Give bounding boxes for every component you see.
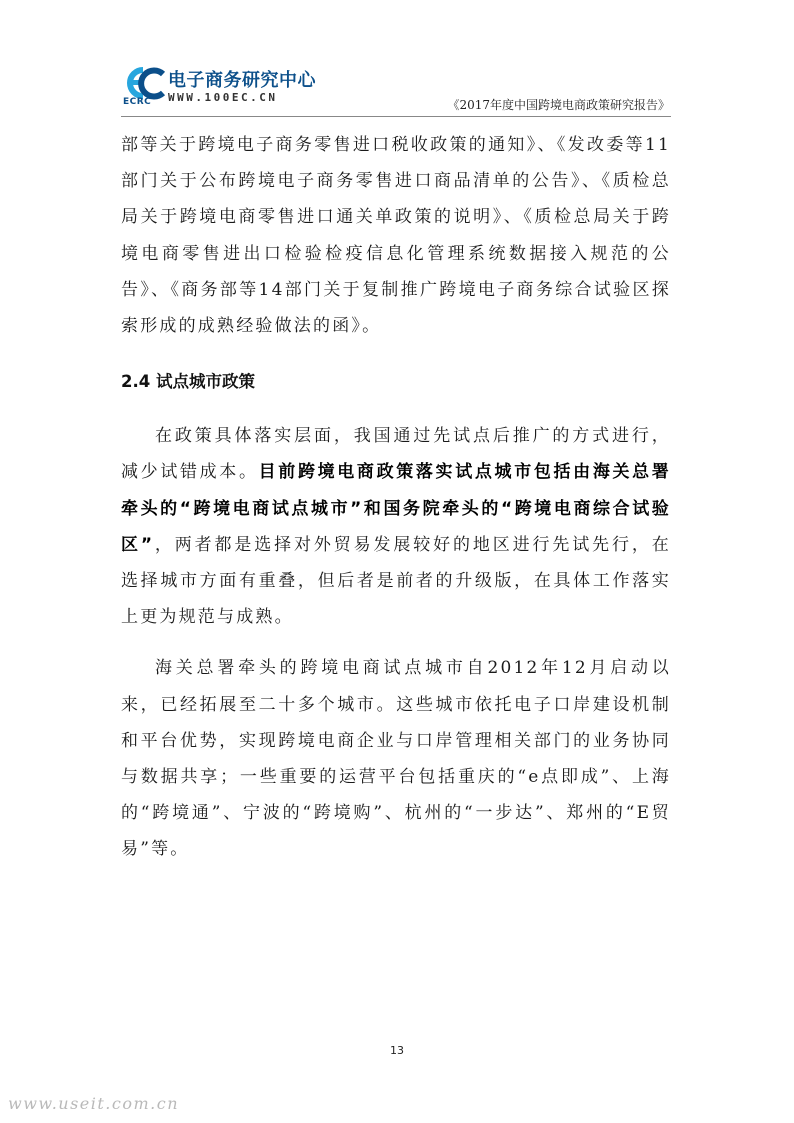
ecrc-logo xyxy=(121,66,321,110)
paragraph-text: ，两者都是选择对外贸易发展较好的地区进行先试先行，在选择城市方面有重叠，但后者是前者的升级版，在具体工作落实上更为规范与成熟。 xyxy=(121,534,671,628)
paragraph-pilot-cities: 海关总署牵头的跨境电商试点城市自2012年12月启动以来，已经拓展至二十多个城市。这些城市依托电子口岸建设机制和平台优势，实现跨境电商企业与口岸管理相关部门的业务协同与数据共享；一些重要的运营平台包括重庆的“e点即成”、上海的“跨境通”、宁波的“跨境购”、杭州的“一步达”、郑州的“E贸易”等。 xyxy=(121,658,671,860)
page-number: 13 xyxy=(390,1044,404,1057)
document-body xyxy=(121,127,671,868)
report-title: 《2017年度中国跨境电商政策研究报告》 xyxy=(447,98,670,112)
watermark: www.useit.com.cn xyxy=(8,1094,180,1113)
logo-url: WWW.100EC.CN xyxy=(168,91,278,104)
logo-abbr: ECRC xyxy=(123,97,152,107)
ecrc-logo-icon xyxy=(121,66,165,100)
paragraph-text: 在政策具体落实层面，我国通过先试点后推广的方式进行，减少试错成本。 xyxy=(121,426,671,483)
emphasized-text: 目前跨境电商政策落实试点城市包括由海关总署牵头的“跨境电商试点城市”和国务院牵头的“跨境电商综合试验区” xyxy=(121,462,672,555)
paragraph-pilot-overview xyxy=(121,418,671,635)
logo-title: 电子商务研究中心 xyxy=(168,70,316,91)
paragraph-policy-list: 部等关于跨境电子商务零售进口税收政策的通知》、《发改委等11部门关于公布跨境电子商务零售进口商品清单的公告》、《质检总局关于跨境电商零售进口通关单政策的说明》、《质检总局关于跨境电商零售进出口检验检疫信息化管理系统数据接入规范的公告》、《商务部等14部门关于复制推广跨境电子商务综合试验区探索形成的成熟经验做法的函》。 xyxy=(121,135,671,337)
section-heading: 2.4 试点城市政策 xyxy=(121,372,255,392)
header-divider xyxy=(121,116,671,117)
